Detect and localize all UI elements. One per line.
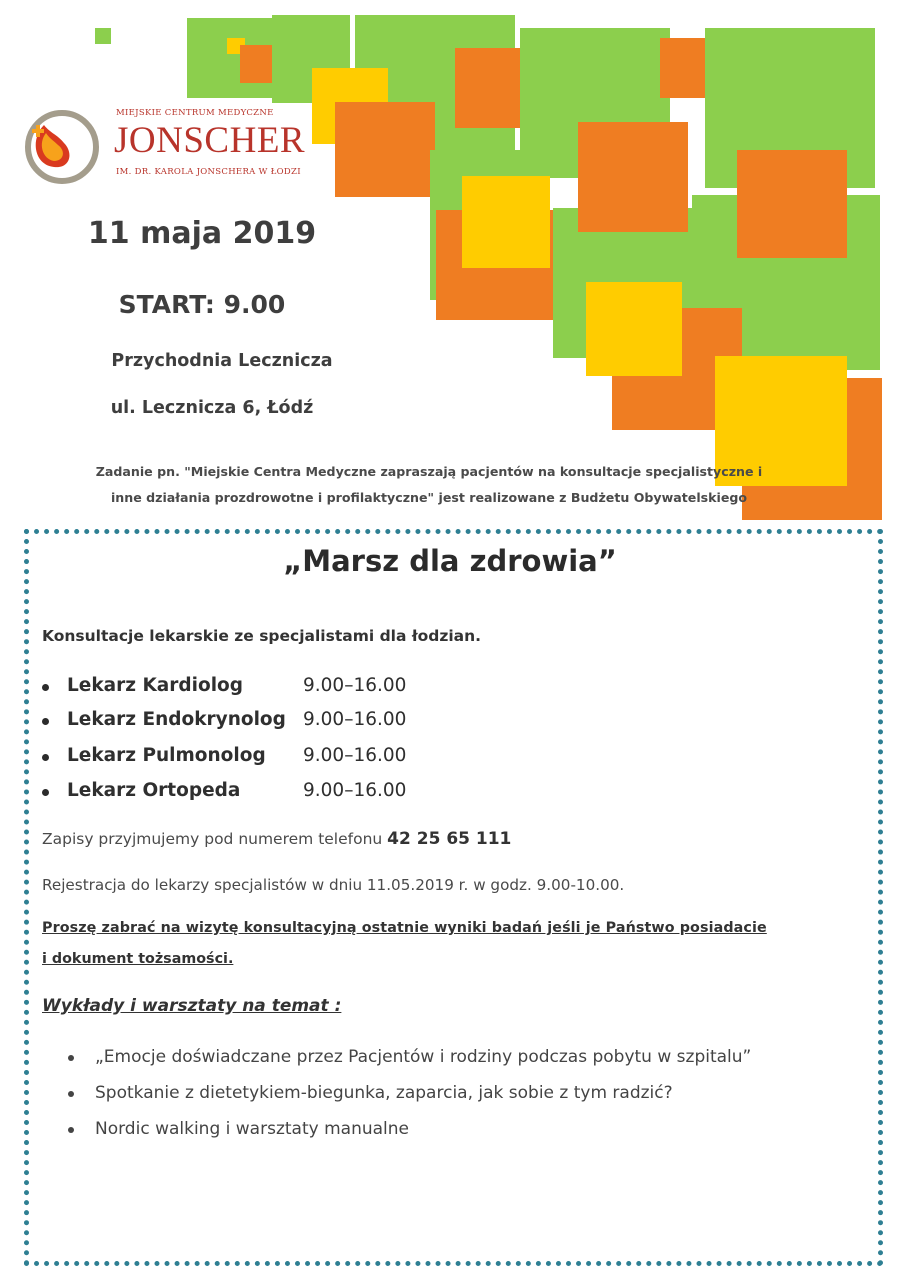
bullet-icon xyxy=(68,1055,74,1061)
phone-number: 42 25 65 111 xyxy=(387,829,512,849)
doctor-hours: 9.00–16.00 xyxy=(303,780,407,801)
logo-emblem-icon xyxy=(24,103,102,187)
lecture-text: „Emocje doświadczane przez Pacjentów i rodziny podczas pobytu w szpitalu” xyxy=(95,1047,752,1067)
lecture-text: Nordic walking i warsztaty manualne xyxy=(95,1119,409,1139)
doctor-hours: 9.00–16.00 xyxy=(303,745,407,766)
event-start: START: 9.00 xyxy=(118,290,286,319)
doctor-name: Lekarz Pulmonolog xyxy=(67,745,266,766)
doctor-hours: 9.00–16.00 xyxy=(303,709,407,730)
logo xyxy=(24,103,324,188)
lecture-text: Spotkanie z dietetykiem-biegunka, zaparcia, jak sobie z tym radzić? xyxy=(95,1083,673,1103)
bullet-icon xyxy=(68,1091,74,1097)
deco-square xyxy=(335,102,435,197)
logo-bottom-text: IM. DR. KAROLA JONSCHERA W ŁODZI xyxy=(116,167,301,177)
note-line2: i dokument tożsamości. xyxy=(42,951,234,967)
budget-notice-line1: Zadanie pn. "Miejskie Centra Medyczne zapraszają pacjentów na konsultacje specjalistyczne i xyxy=(95,464,763,479)
doctor-hours: 9.00–16.00 xyxy=(303,675,407,696)
logo-title: JONSCHER xyxy=(114,120,306,161)
decorative-squares xyxy=(0,0,900,530)
event-place: Przychodnia Lecznicza xyxy=(111,351,333,371)
bullet-icon xyxy=(42,754,49,761)
lectures-heading: Wykłady i warsztaty na temat : xyxy=(42,996,342,1016)
event-date: 11 maja 2019 xyxy=(87,216,317,251)
intro-text: Konsultacje lekarskie ze specjalistami dla łodzian. xyxy=(42,627,482,645)
phone-label: Zapisy przyjmujemy pod numerem telefonu xyxy=(42,830,388,848)
phone-line xyxy=(42,829,511,849)
event-title: „Marsz dla zdrowia” xyxy=(283,544,617,578)
doctor-name: Lekarz Ortopeda xyxy=(67,780,241,801)
deco-square xyxy=(586,282,682,376)
budget-notice-line2: inne działania prozdrowotne i profilaktyczne" jest realizowane z Budżetu Obywatelskiego xyxy=(110,490,748,505)
bullet-icon xyxy=(42,718,49,725)
note-line1: Proszę zabrać na wizytę konsultacyjną ostatnie wyniki badań jeśli je Państwo posiadacie xyxy=(42,920,767,936)
deco-square xyxy=(578,122,688,232)
event-address: ul. Lecznicza 6, Łódź xyxy=(110,398,314,418)
registration-text: Rejestracja do lekarzy specjalistów w dniu 11.05.2019 r. w godz. 9.00-10.00. xyxy=(42,876,625,894)
bullet-icon xyxy=(42,684,49,691)
deco-square xyxy=(737,150,847,258)
logo-top-text: MIEJSKIE CENTRUM MEDYCZNE xyxy=(116,108,274,118)
budget-notice xyxy=(30,459,828,511)
doctor-name: Lekarz Endokrynolog xyxy=(67,709,286,730)
deco-square xyxy=(95,28,111,44)
bullet-icon xyxy=(42,789,49,796)
bullet-icon xyxy=(68,1127,74,1133)
doctor-name: Lekarz Kardiolog xyxy=(67,675,243,696)
deco-square xyxy=(462,176,550,268)
